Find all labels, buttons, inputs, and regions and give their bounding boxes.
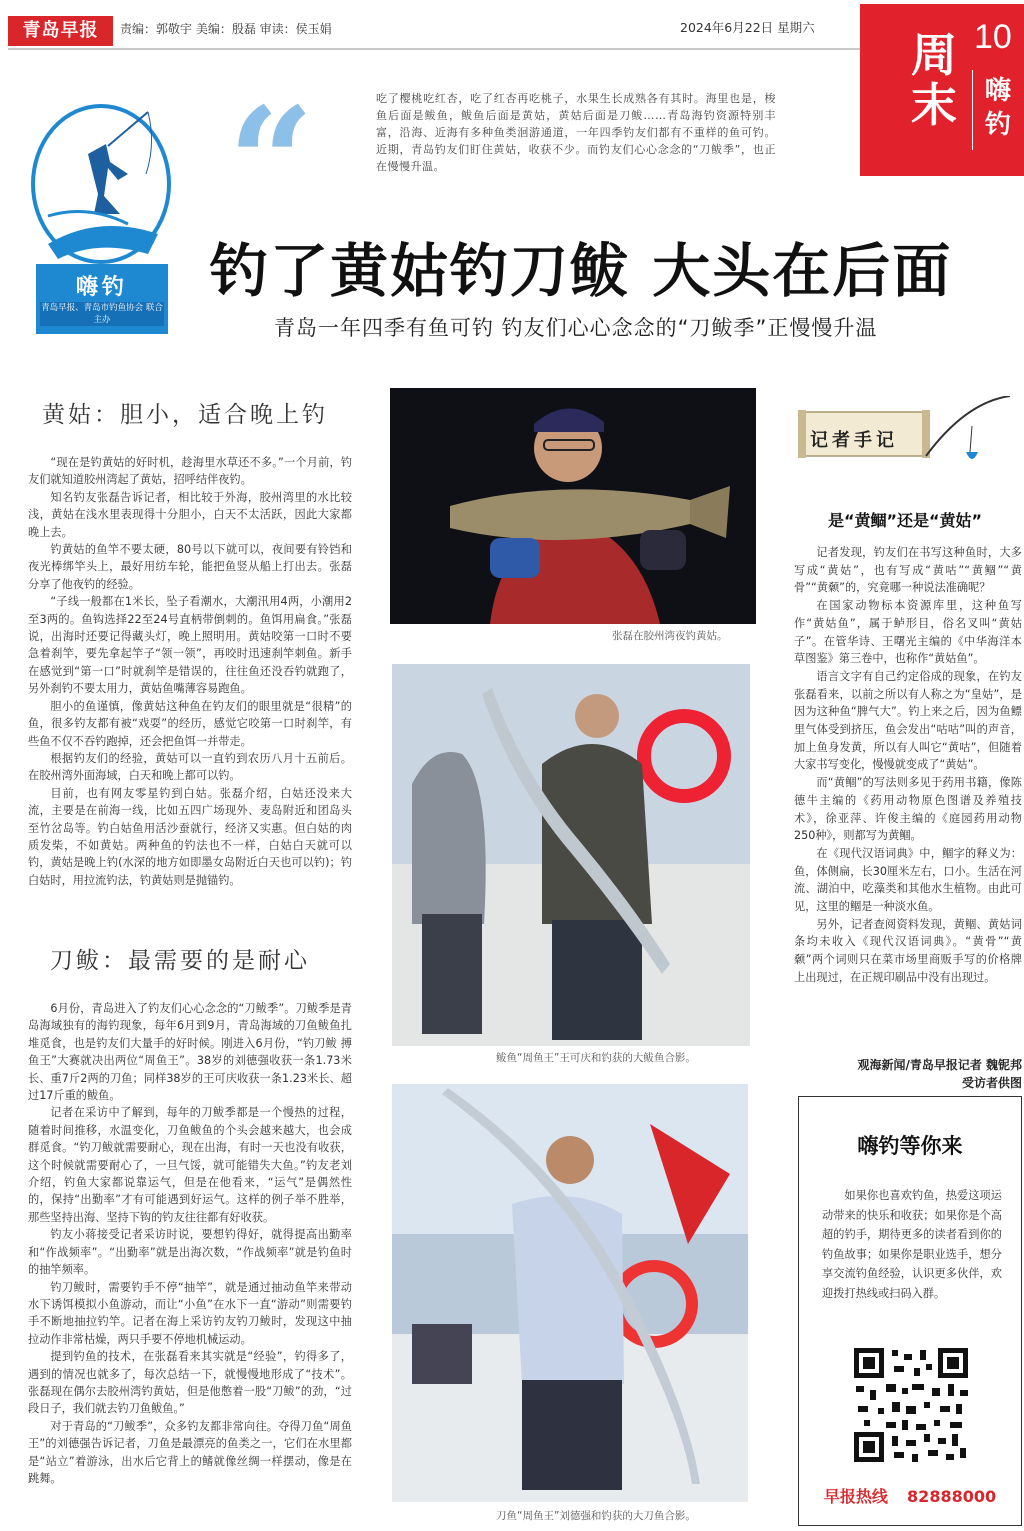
paragraph: 而“黄鲴”的写法则多见于药用书籍，像陈德牛主编的《药用动物原色图谱及养殖技术》，徐亚萍、许俊主编的《庭园药用动物250种》，则都写为黄鲴。	[794, 776, 1022, 843]
fisherman-with-yellow-croaker-image	[390, 388, 756, 624]
page-number: 10	[974, 18, 1012, 56]
photo-credit: 受访者供图	[961, 1076, 1022, 1090]
paragraph: 语言文字有自己约定俗成的现象，在钓友张磊看来，以前之所以有人称之为“皇姑”，是因为这种鱼“脾气大”。钓上来之后，因为鱼鳔里气体受到挤压，鱼会发出“咕咕”叫的声音，加上鱼身发黄，所以有人叫它“黄咕”，但随着大家书写变化，慢慢就变成了“黄姑”。	[794, 669, 1022, 772]
photo-spanish-mackerel	[392, 664, 750, 1046]
paragraph: 在《现代汉语词典》中，鲴字的释义为：鱼，体侧扁，长30厘米左右，口小。生活在河流、湖泊中，吃藻类和其他水生植物。由此可见，这里的鲴是一种淡水鱼。	[794, 846, 1022, 914]
newspaper-masthead: 青岛早报	[8, 16, 113, 46]
paragraph: 如果你也喜欢钓鱼，热爱这项运动带来的快乐和收获；如果你是个高超的钓手，期待更多的读者看到你的钓鱼故事；如果你是职业选手，想分享交流钓鱼经验，认识更多伙伴，欢迎拨打热线或扫码入群。	[822, 1189, 1002, 1300]
section-name: 嗨钓	[984, 76, 1011, 140]
paragraph: 钓刀鲅时，需要钓手不停“抽竿”，就是通过抽动鱼竿来带动水下诱饵模拟小鱼游动，而让“小鱼”在水下一直“游动”则需要钓手不断地抽拉钓竿。记者在海上采访钓友钓刀鲅时，发现这中抽拉动作非常枯燥，两只手要不停地机械运动。	[28, 1280, 352, 1346]
issue-date: 2024年6月22日 星期六	[680, 20, 815, 35]
paragraph: 对于青岛的“刀鲅季”，众多钓友都非常向往。夺得刀鱼“周鱼王”的刘德强告诉记者，刀鱼是最漂亮的鱼类之一，它们在水里都是“站立”着游泳，出水后它背上的鳍就像丝绸一样摆动，像是在跳舞。	[28, 1419, 352, 1485]
weekend-label: 周末	[911, 28, 957, 132]
section2-title: 刀鲅：最需要的是耐心	[50, 948, 310, 974]
paragraph: “子线一般都在1米长，坠子看潮水，大潮汛用4两，小潮用2至3两的。鱼钩选择22至24号直柄带倒刺的。鱼饵用扁食。”张磊说，出海时还要记得藏头灯，晚上照明用。黄姑咬第一口时不要急着刹竿，要先拿起竿子“领一领”，再咬时迅速刹竿刺鱼。新手在感觉到“第一口”时就刹竿是错误的，往往鱼还没吞钓就跑了，另外刹钓不要太用力，黄姑鱼嘴薄容易跑鱼。	[28, 595, 352, 696]
photo1-caption: 张磊在胶州湾夜钓黄姑。	[612, 630, 728, 642]
paragraph: 记者发现，钓友们在书写这种鱼时，大多写成“黄姑”，也有写成“黄咕”“黄鲴”“黄骨”“黄颡”的，究竟哪一种说法准确呢？	[794, 546, 1022, 595]
promo-title: 嗨钓等你来	[857, 1134, 963, 1158]
tab-divider	[972, 70, 973, 150]
fishermen-with-mackerel-image	[392, 664, 750, 1046]
header-rule	[8, 48, 860, 50]
paragraph: 钓黄姑的鱼竿不要太硬，80号以下就可以，夜间要有铃铛和夜光棒绑竿头上，最好用纺车轮，能把鱼竖从船上打出去。张磊分享了他夜钓的经验。	[28, 543, 352, 591]
paragraph: “现在是钓黄姑的好时机，趁海里水草还不多。”一个月前，钓友们就知道胶州湾起了黄姑，招呼结伴夜钓。	[28, 456, 352, 487]
section1-title: 黄姑：胆小，适合晚上钓	[42, 402, 328, 428]
section1-body	[28, 454, 352, 889]
paragraph: 钓友小蒋接受记者采访时说，要想钓得好，就得提高出勤率和“作战频率”。“出勤率”就是出海次数，“作战频率”就是钓鱼时的抽竿频率。	[28, 1228, 352, 1277]
promo-text	[822, 1186, 1002, 1303]
paragraph: 提到钓鱼的技术，在张磊看来其实就是“经验”，钓得多了，遇到的情况也就多了，每次总结一下，就慢慢地形成了“技术”。张磊现在偶尔去胶州湾钓黄姑，但是他憋着一股“刀鲅”的劲，“过段日子，我们就去钓刀鱼鲅鱼。”	[28, 1350, 352, 1416]
subheadline: 青岛一年四季有鱼可钓 钓友们心心念念的“刀鲅季”正慢慢升温	[274, 316, 878, 340]
logo-organizers: 青岛早报、青岛市钓鱼协会 联合主办	[41, 303, 163, 325]
headline: 钓了黄姑钓刀鲅 大头在后面	[210, 237, 953, 305]
column-logo	[28, 104, 174, 336]
hotline-number: 82888000	[907, 1487, 997, 1506]
byline	[794, 1056, 1022, 1092]
logo-name: 嗨钓	[75, 275, 128, 300]
intro-text: 吃了樱桃吃红杏，吃了红杏再吃桃子，水果生长成熟各有其时。海里也是，梭鱼后面是鲅鱼，鲅鱼后面是黄姑，黄姑后面是刀鲅……青岛海钓资源特别丰富，沿海、近海有多种鱼类洄游通道，一年四季钓友们都有不重样的鱼可钓。近期，青岛钓友们盯住黄姑，收获不少。而钓友们心心念念的“刀鲅季”，也正在慢慢升温。	[376, 92, 776, 173]
reporter-byline: 观海新闻/青岛早报记者 魏铌邦	[857, 1058, 1022, 1072]
section2-body	[28, 1000, 352, 1487]
editor-credits: 责编：郭敬宇 美编：殷磊 审读：侯玉娟	[120, 22, 332, 36]
reporter-note-body	[794, 544, 1022, 987]
reporter-note-title: 是“黄鲴”还是“黄姑”	[827, 511, 983, 530]
paragraph: 根据钓友们的经验，黄姑可以一直钓到农历八月十五前后。在胶州湾外面海域，白天和晚上都可以钓。	[28, 751, 352, 783]
paragraph: 知名钓友张磊告诉记者，相比较于外海，胶州湾里的水比较浅，黄姑在浅水里表现得十分胆小，白天不太活跃，因此大家都晚上去。	[28, 490, 352, 539]
paragraph: 目前，也有网友零星钓到白姑。张磊介绍，白姑还没来大流，主要是在前海一线，比如五四广场现外、麦岛附近和团岛头至竹岔岛等。钓白姑鱼用活沙蚕就行，经济又实惠。但白姑的肉质发柴，不如黄姑。两种鱼的钓法也不一样，白姑白天就可以钓，黄姑是晚上钓(水深的地方如即墨女岛附近白天也可以钓)；钓白姑时，用拉流钓法，钓黄姑则是抛锚钓。	[28, 786, 352, 887]
paragraph: 6月份，青岛进入了钓友们心心念念的“刀鲅季”。刀鲅季是青岛海域独有的海钓现象，每年6月到9月，青岛海域的刀鱼鲅鱼扎堆觅食，也是钓友们大量手的好时候。刚进入6月份，“钓刀鲅 搏鱼王”大赛就决出两位“周鱼王”。38岁的刘德强收获一条1.73米长、重7斤2两的刀鱼；同样38岁的王可庆收获一条1.23米长、超过17斤重的鲅鱼。	[28, 1002, 352, 1103]
reporter-note-banner	[796, 396, 1014, 474]
fisherman-with-hairtail-image	[392, 1084, 748, 1502]
qr-code-icon[interactable]	[850, 1344, 972, 1466]
paragraph: 胆小的鱼谨慎，像黄姑这种鱼在钓友们的眼里就是“很精”的鱼，很多钓友都有被“戏耍”的经历，感觉它咬第一口时刹竿，有些鱼不仅不吞钓跑掉，还会把鱼饵一并带走。	[28, 699, 352, 748]
quote-mark-icon: “	[228, 75, 315, 251]
photo2-caption: 鲅鱼“周鱼王”王可庆和钓获的大鲅鱼合影。	[496, 1052, 696, 1064]
hotline-label: 早报热线	[823, 1487, 888, 1506]
photo-hairtail	[392, 1084, 748, 1502]
hotline	[798, 1484, 1022, 1507]
paragraph: 在国家动物标本资源库里，这种鱼写作“黄姑鱼”，属于鲈形目，俗名叉叫“黄姑子”。在管华诗、王曙光主编的《中华海洋本草图鉴》第三卷中，也称作“黄姑鱼”。	[794, 599, 1022, 666]
photo3-caption: 刀鱼“周鱼王”刘德强和钓获的大刀鱼合影。	[496, 1510, 696, 1522]
paragraph: 记者在采访中了解到，每年的刀鲅季都是一个慢热的过程，随着时间推移，水温变化，刀鱼鲅鱼的个头会越来越大，也会成群觅食。“钓刀鲅就需要耐心，现在出海，有时一天也没有收获，这个时候就需要耐心了，一旦气馁，就可能错失大鱼。”钓友老刘介绍，钓鱼大家都说靠运气，但是在他看来，“运气”是偶然性的，保持“出勤率”才有可能遇到好运气。这样的例子举不胜举，那些坚持出海、坚持下钩的钓友往往都有好收获。	[28, 1106, 352, 1224]
reporter-note-label: 记者手记	[810, 430, 898, 451]
paragraph: 另外，记者查阅资料发现，黄鲴、黄姑词条均未收入《现代汉语词典》。“黄骨”“黄颡”两个词则只在菜市场里商贩手写的价格牌上出现过，在正规印刷品中没有出现过。	[794, 917, 1022, 984]
photo-night-fishing	[390, 388, 756, 624]
